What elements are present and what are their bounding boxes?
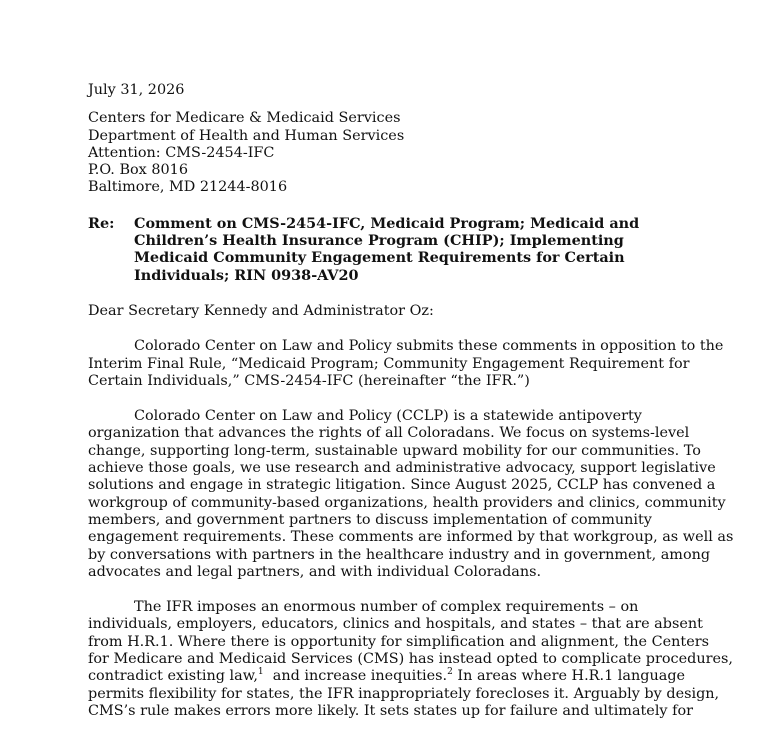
subject-label: Re: <box>88 214 115 232</box>
footnote-ref-1[interactable]: 1 <box>257 667 264 678</box>
paragraph-line: individuals, employers, educators, clinics and hospitals, and states – that are absent <box>88 616 703 633</box>
subject-line: Children’s Health Insurance Program (CHIP); Implementing <box>134 232 624 250</box>
paragraph-line-with-footnotes <box>88 668 688 685</box>
footnote-ref-2[interactable]: 2 <box>447 667 453 678</box>
paragraph-line: achieve those goals, we use research and administrative advocacy, support legislative <box>88 460 716 477</box>
paragraph-line: workgroup of community-based organizations, health providers and clinics, community <box>88 494 726 511</box>
paragraph-line: Certain Individuals,” CMS-2454-IFC (hereinafter “the IFR.”) <box>88 372 530 389</box>
paragraph-line: engagement requirements. These comments are informed by that workgroup, as well as <box>88 529 734 546</box>
paragraph-line: organization that advances the rights of all Coloradans. We focus on systems-level <box>88 425 690 442</box>
paragraph-line: for Medicare and Medicaid Services (CMS) has instead opted to complicate procedures, <box>88 651 733 668</box>
subject-line: Individuals; RIN 0938-AV20 <box>134 266 359 284</box>
paragraph-line: The IFR imposes an enormous number of complex requirements – on <box>134 599 639 616</box>
address-line: Baltimore, MD 21244-8016 <box>88 179 288 196</box>
paragraph-line: change, supporting long-term, sustainable upward mobility for our communities. To <box>88 442 701 459</box>
letter-page <box>88 82 734 720</box>
paragraph-line: Interim Final Rule, “Medicaid Program; Community Engagement Requirement for <box>88 355 690 372</box>
paragraph-about-cclp <box>88 408 734 581</box>
paragraph-line: from H.R.1. Where there is opportunity for simplification and alignment, the Centers <box>88 633 709 650</box>
address-line: Attention: CMS-2454-IFC <box>88 144 275 161</box>
subject-line: Comment on CMS-2454-IFC, Medicaid Program; Medicaid and <box>134 214 640 232</box>
salutation: Dear Secretary Kennedy and Administrator Oz: <box>88 302 434 319</box>
paragraph-intro <box>88 338 724 390</box>
text-segment: and increase inequities. <box>263 668 448 685</box>
paragraph-line: CMS’s rule makes errors more likely. It sets states up for failure and ultimately for <box>88 702 693 719</box>
paragraph-line: members, and government partners to discuss implementation of community <box>88 511 652 528</box>
text-segment: contradict existing law, <box>88 668 258 685</box>
paragraph-line: Colorado Center on Law and Policy submits these comments in opposition to the <box>134 338 724 355</box>
paragraph-ifr-requirements <box>88 599 733 720</box>
subject-block <box>88 215 688 284</box>
text-segment: In areas where H.R.1 language <box>452 668 686 685</box>
subject-text <box>134 215 688 284</box>
paragraph-line: solutions and engage in strategic litigation. Since August 2025, CCLP has convened a <box>88 477 716 494</box>
address-line: P.O. Box 8016 <box>88 162 188 179</box>
paragraph-line: Colorado Center on Law and Policy (CCLP) is a statewide antipoverty <box>134 408 642 425</box>
subject-line: Medicaid Community Engagement Requirements for Certain <box>134 249 625 267</box>
paragraph-line: permits flexibility for states, the IFR inappropriately forecloses it. Arguably by design, <box>88 685 720 702</box>
letter-date: July 31, 2026 <box>88 82 185 98</box>
paragraph-line: advocates and legal partners, and with individual Coloradans. <box>88 563 542 580</box>
paragraph-line: by conversations with partners in the healthcare industry and in government, among <box>88 546 711 563</box>
recipient-address <box>88 110 688 196</box>
address-line: Centers for Medicare & Medicaid Services <box>88 110 401 127</box>
address-line: Department of Health and Human Services <box>88 127 405 144</box>
